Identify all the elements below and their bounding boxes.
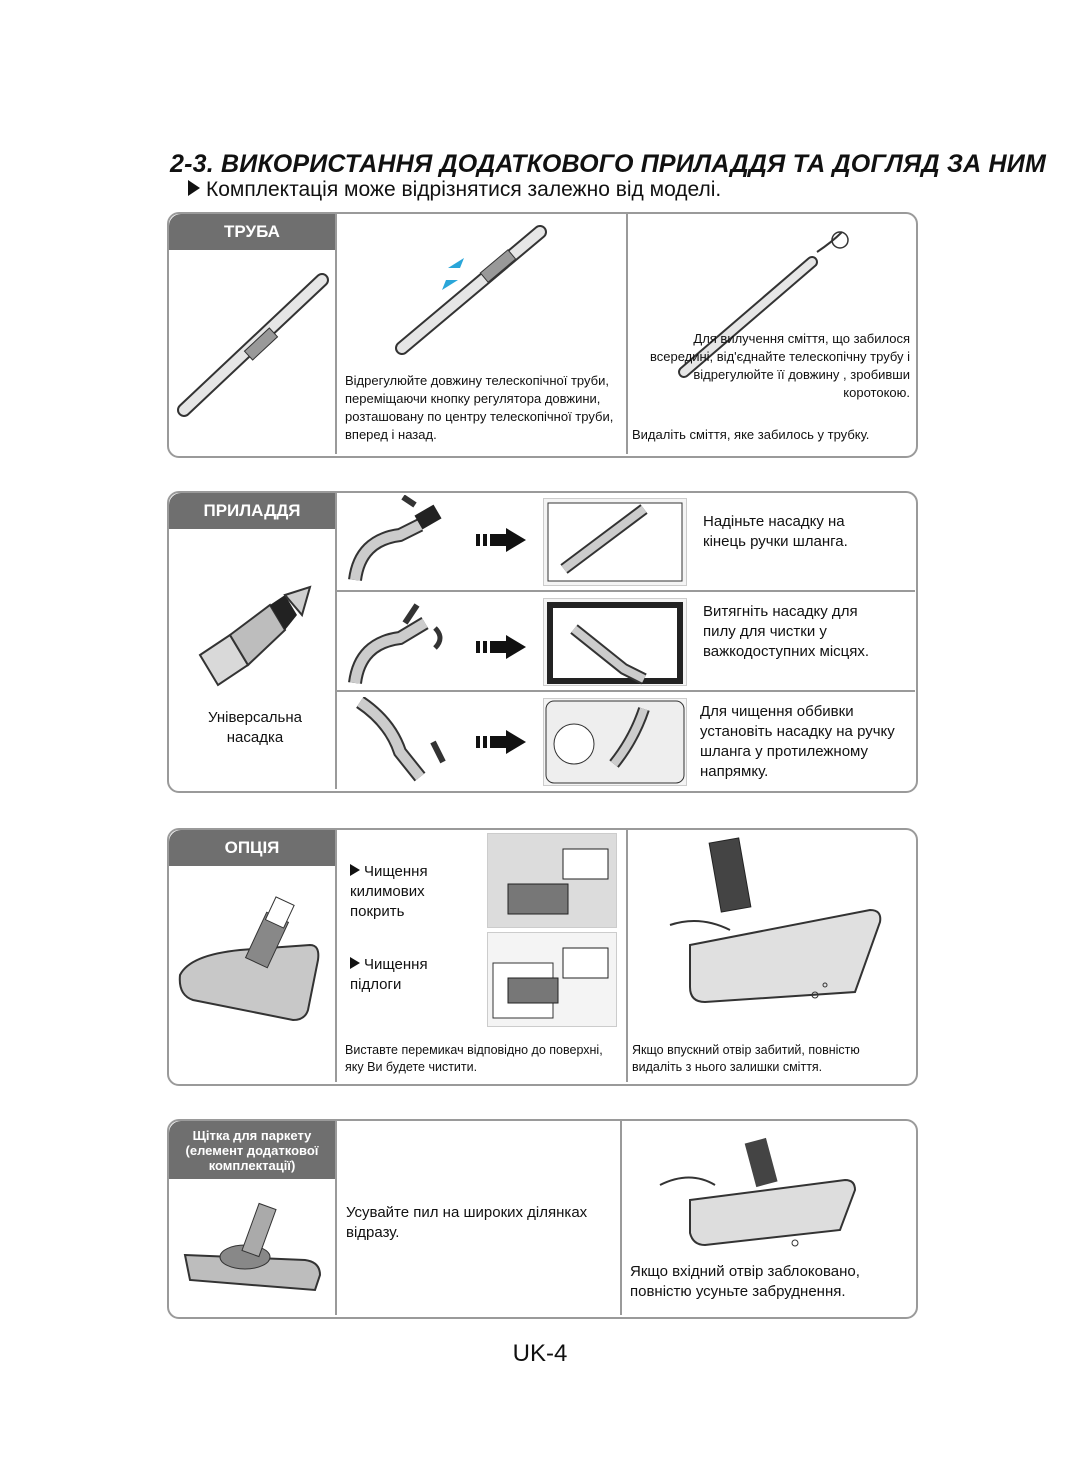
- pipe-remove-text: Для вилучення сміття, що забилося всередині, від'єднайте телескопічну трубу і відрегулюйте її довжину , зробивши коротокою.: [649, 331, 910, 400]
- upholstery-image: [543, 698, 687, 786]
- attach-nozzle-image: [345, 495, 455, 585]
- option-tag: ОПЦІЯ: [169, 830, 335, 866]
- divider: [626, 214, 628, 454]
- triangle-bullet-icon: [350, 864, 360, 876]
- triangle-bullet-icon: [350, 957, 360, 969]
- divider: [335, 493, 337, 789]
- divider: [335, 1121, 337, 1315]
- turbo-brush-image: [175, 895, 325, 1035]
- divider: [337, 690, 915, 692]
- subtitle-text: Комплектація може відрізнятися залежно від моделі.: [206, 178, 722, 201]
- parquet-brush-image: [180, 1195, 325, 1300]
- telescopic-pipe-image: [172, 270, 332, 420]
- divider: [337, 590, 915, 592]
- option-note-right: Якщо впускний отвір забитий, повністю видаліть з нього залишки сміття.: [632, 1043, 860, 1074]
- pipe-adjust-text: Відрегулюйте довжину телескопічної труби, переміщаючи кнопку регулятора довжини, розташовану по центру телескопічної труби, вперед і назад.: [345, 373, 614, 442]
- option-item-1: [350, 862, 480, 922]
- subtitle: [188, 178, 721, 202]
- section-title: 2-3. ВИКОРИСТАННЯ ДОДАТКОВОГО ПРИЛАДДЯ ТА ДОГЛЯД ЗА НИМ: [170, 150, 1046, 178]
- window-frame-image: [543, 598, 687, 686]
- option-note-left: Виставте перемикач відповідно до поверхні, яку Ви будете чистити.: [345, 1043, 603, 1074]
- divider: [335, 830, 337, 1082]
- parquet-text-right: Якщо вхідний отвір заблоковано, повністю усуньте забруднення.: [630, 1263, 860, 1300]
- sofa-cleaning-image: [544, 699, 686, 785]
- right-arrow-icon: [476, 730, 526, 754]
- parquet-tag: Щітка для паркету (елемент додаткової комплектації): [169, 1121, 335, 1179]
- option-item-2: [350, 955, 480, 995]
- divider: [626, 830, 628, 1082]
- nozzle-in-corner-image: [544, 499, 686, 585]
- pipe-adjust-image: [390, 220, 560, 360]
- floor-mode-image: [487, 932, 617, 1027]
- page-number: UK-4: [512, 1340, 568, 1367]
- step1-text: Надіньте насадку на кінець ручки шланга.: [703, 513, 848, 550]
- universal-nozzle-caption: Універсальна насадка: [208, 709, 302, 746]
- option-item-1-text: Чищення килимових покрить: [350, 863, 428, 920]
- brush-clean-image: [665, 835, 885, 1020]
- window-cleaning-image: [544, 599, 686, 685]
- carpet-switch-image: [488, 834, 616, 927]
- divider: [335, 214, 337, 454]
- triangle-bullet-icon: [188, 180, 200, 196]
- floor-switch-image: [488, 933, 616, 1026]
- extend-nozzle-image: [345, 598, 455, 688]
- option-item-2-text: Чищення підлоги: [350, 956, 428, 993]
- attached-nozzle-image: [543, 498, 687, 586]
- carpet-mode-image: [487, 833, 617, 928]
- right-arrow-icon: [476, 528, 526, 552]
- pipe-remove-text-2: Видаліть сміття, яке забилось у трубку.: [632, 427, 870, 442]
- reverse-nozzle-image: [345, 697, 455, 785]
- parquet-text-left: Усувайте пил на широких ділянках відразу.: [346, 1204, 588, 1241]
- parquet-clean-image: [655, 1135, 865, 1255]
- accessory-tag: ПРИЛАДДЯ: [169, 493, 335, 529]
- pipe-tag: ТРУБА: [169, 214, 335, 250]
- universal-nozzle-image: [190, 585, 320, 695]
- divider: [620, 1121, 622, 1315]
- step2-text: Витягніть насадку для пилу для чистки у важкодоступних місцях.: [703, 603, 870, 660]
- step3-text: Для чищення оббивки установіть насадку на ручку шланга у протилежному напрямку.: [700, 703, 895, 780]
- right-arrow-icon: [476, 635, 526, 659]
